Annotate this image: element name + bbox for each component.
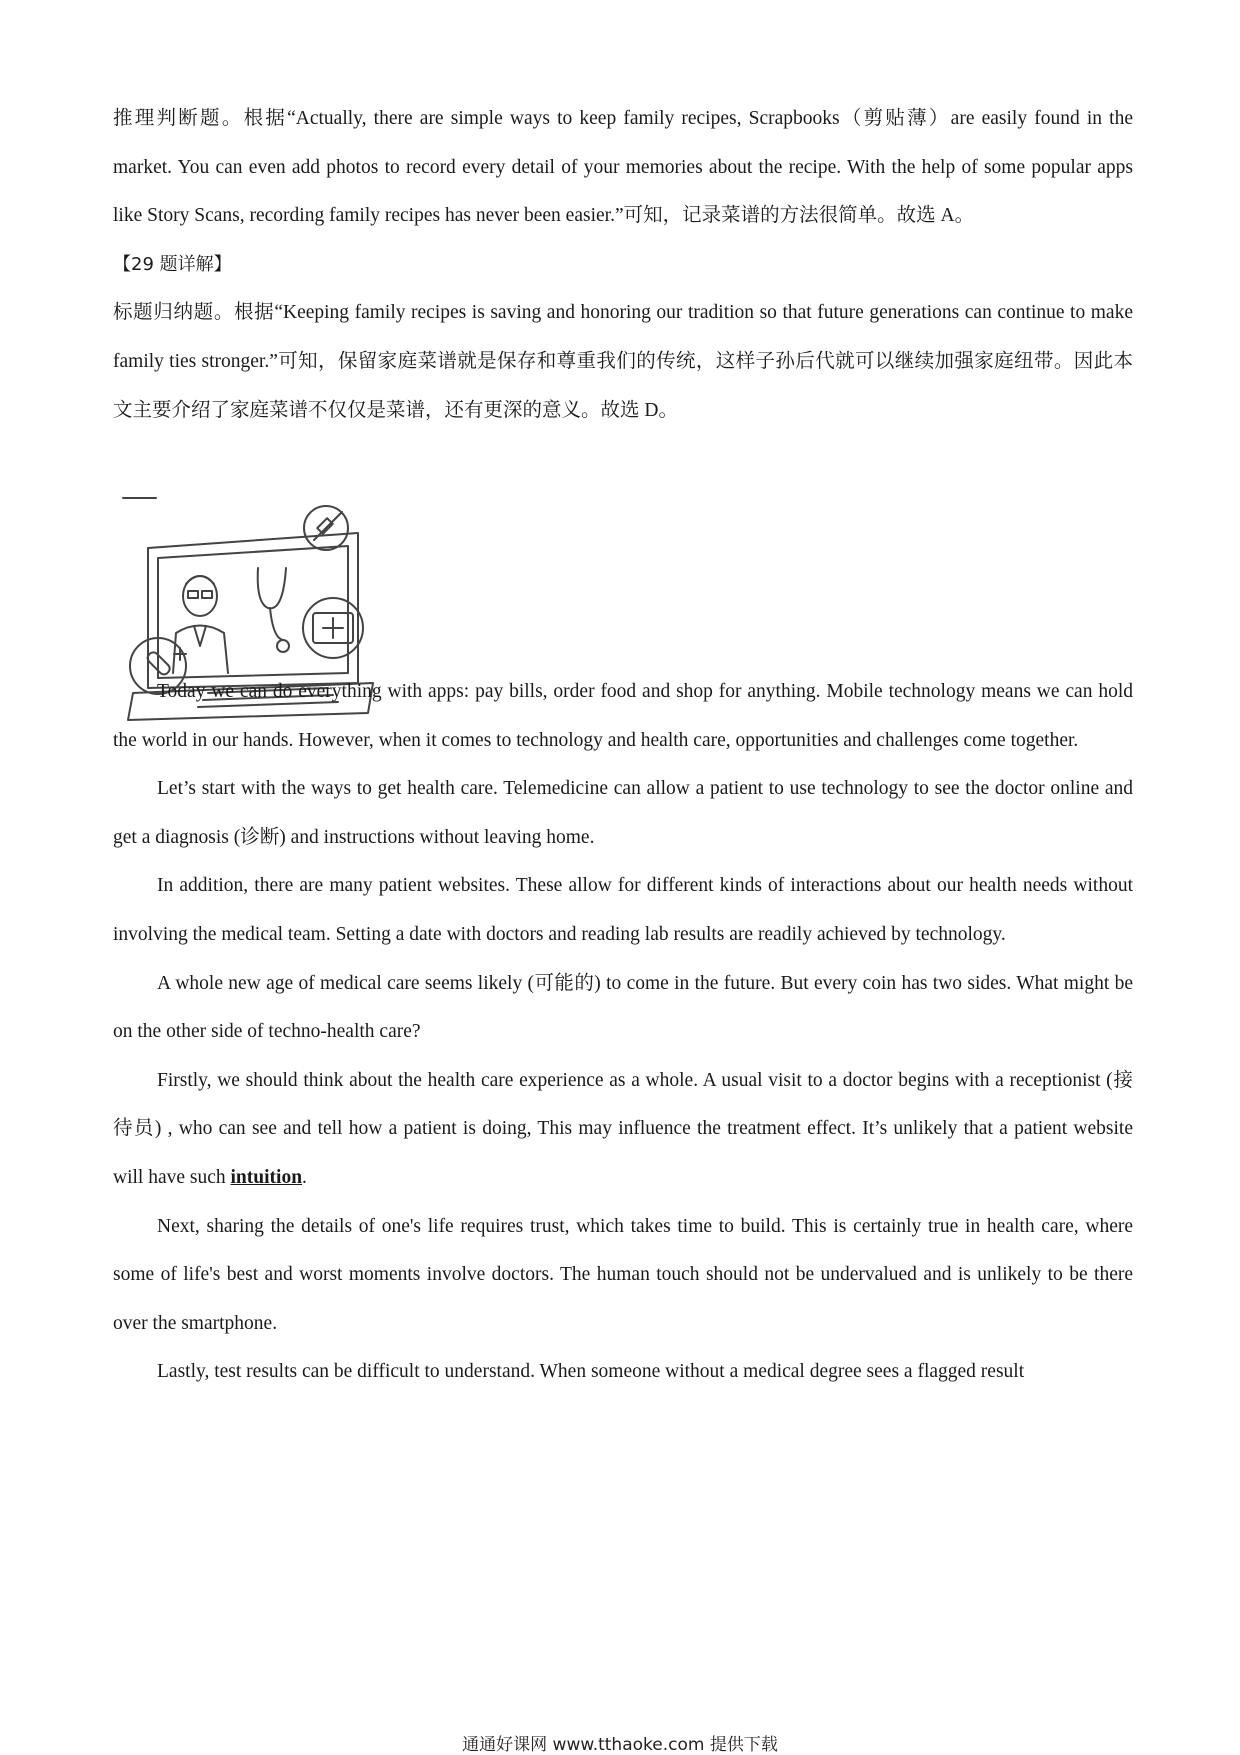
passage-paragraph-5-text: Firstly, we should think about the health care experience as a whole. A usual visit to a doctor begins with a receptionist (接待员) , who can see and tell how a patient is doing, This may influence the treatment effect. It’s unlikely that a patient website will have such	[113, 1069, 1133, 1188]
passage-paragraph-5	[113, 1057, 1133, 1203]
passage-paragraph-3: In addition, there are many patient websites. These allow for different kinds of interactions about our health needs without involving the medical team. Setting a date with doctors and reading lab results are readily achieved by technology.	[113, 875, 1133, 945]
syringe-icon	[304, 506, 348, 550]
answer-28-outro: ”可知，记录菜谱的方法很简单。故选 A。	[614, 205, 975, 227]
answer-28-quote: Actually, there are simple ways to keep family recipes, Scrapbooks（剪贴薄）are easily found in the market. You can even add photos to record every detail of your memories about the recipe. With the help of some popular apps like Story Scans, recording family recipes has never been easier.	[113, 108, 1134, 227]
passage-paragraph-6: Next, sharing the details of one's life requires trust, which takes time to build. This is certainly true in health care, where some of life's best and worst moments involve doctors. The human touch should not be undervalued and is unlikely to be there over the smartphone.	[113, 1215, 1133, 1334]
passage-paragraph-2: Let’s start with the ways to get health care. Telemedicine can allow a patient to use technology to see the doctor online and get a diagnosis (诊断) and instructions without leaving home.	[113, 778, 1133, 848]
passage-paragraph-1: Today we can do everything with apps: pay bills, order food and shop for anything. Mobile technology means we can hold the world in our hands. However, when it comes to technology and health care, opportunities and challenges come together.	[113, 681, 1133, 751]
underlined-vocab-word: intuition	[230, 1166, 303, 1188]
reading-passage	[113, 668, 1133, 1397]
first-aid-kit-icon	[303, 598, 363, 658]
passage-paragraph-5-end: .	[302, 1166, 307, 1188]
answer-29-heading: 【29 题详解】	[113, 253, 232, 275]
answer-explanations	[113, 95, 1133, 435]
answer-29-paragraph	[113, 289, 1133, 435]
answer-29-outro: ”可知，保留家庭菜谱就是保存和尊重我们的传统，这样子孙后代就可以继续加强家庭纽带。因此本文主要介绍了家庭菜谱不仅仅是菜谱，还有更深的意义。故选 D。	[113, 350, 1133, 421]
stethoscope-icon	[258, 568, 289, 652]
footer-watermark: 通通好课网 www.tthaoke.com 提供下载	[462, 1735, 778, 1755]
answer-28-intro: 推理判断题。根据“	[113, 108, 296, 129]
answer-29-quote: Keeping family recipes is saving and honoring our tradition so that future generations can continue to make family ties stronger.	[113, 302, 1133, 372]
answer-28-paragraph	[113, 95, 1133, 241]
doctor-icon	[173, 576, 228, 673]
passage-paragraph-4: A whole new age of medical care seems likely (可能的) to come in the future. But every coin has two sides. What might be on the other side of techno-health care?	[113, 972, 1133, 1043]
answer-29-intro: 标题归纳题。根据“	[113, 302, 283, 324]
passage-paragraph-7: Lastly, test results can be difficult to understand. When someone without a medical degree sees a flagged result	[157, 1361, 1025, 1383]
